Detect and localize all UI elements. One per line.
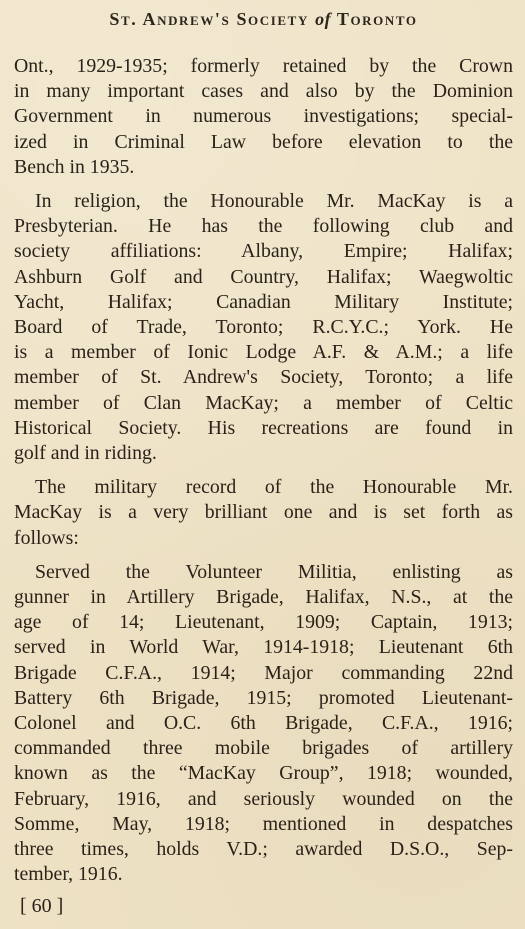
text-line: member of Clan MacKay; a member of Celtic (14, 391, 513, 414)
text-line: is a member of Ionic Lodge A.F. & A.M.; a life (14, 341, 513, 364)
text-line: Ont., 1929-1935; formerly retained by the Crown (14, 55, 513, 77)
text-line: age of 14; Lieutenant, 1909; Captain, 1913; (14, 611, 513, 634)
paragraph-career (14, 54, 513, 180)
text-line: The military record of the Honourable Mr. (35, 476, 513, 499)
text-line: Served the Volunteer Militia, enlisting as (35, 560, 513, 583)
text-line: gunner in Artillery Brigade, Halifax, N.S., at the (14, 586, 513, 609)
text-line: Ashburn Golf and Country, Halifax; Waegwoltic (14, 265, 513, 288)
text-line: Presbyterian. He has the following club and (14, 215, 513, 238)
text-line: Board of Trade, Toronto; R.C.Y.C.; York. He (14, 316, 513, 339)
text-line: known as the “MacKay Group”, 1918; wounded, (14, 762, 513, 785)
text-line: Bench in 1935. (14, 155, 135, 178)
header-city: Toronto (336, 9, 418, 29)
text-line: golf and in riding. (14, 442, 157, 465)
text-line: society affiliations: Albany, Empire; Halifax; (14, 240, 513, 263)
text-line: ized in Criminal Law before elevation to the (14, 130, 513, 153)
text-line: Battery 6th Brigade, 1915; promoted Lieutenant- (14, 686, 513, 709)
text-line: Historical Society. His recreations are found in (14, 416, 513, 439)
paragraph-military-record (14, 560, 513, 888)
text-line: Somme, May, 1918; mentioned in despatches (14, 812, 513, 835)
text-line: in many important cases and also by the Dominion (14, 80, 513, 103)
running-header (14, 6, 513, 34)
text-line: Yacht, Halifax; Canadian Military Institute; (14, 290, 513, 313)
text-line: follows: (14, 526, 79, 549)
text-line: MacKay is a very brilliant one and is set forth as (14, 501, 513, 524)
text-line: three times, holds V.D.; awarded D.S.O., Sep- (14, 838, 513, 861)
text-line: Brigade C.F.A., 1914; Major commanding 22nd (14, 661, 513, 684)
header-society-name: St. Andrew's Society (109, 9, 309, 29)
paragraph-religion (14, 189, 513, 466)
text-line: In religion, the Honourable Mr. MacKay is a (35, 190, 513, 213)
text-line: served in World War, 1914-1918; Lieutenant 6th (14, 636, 513, 659)
text-line: tember, 1916. (14, 863, 123, 886)
text-line: February, 1916, and seriously wounded on the (14, 787, 513, 810)
text-line: Government in numerous investigations; special- (14, 105, 513, 128)
paragraph-military-intro (14, 475, 513, 551)
text-line: Colonel and O.C. 6th Brigade, C.F.A., 1916; (14, 712, 513, 735)
body-text (14, 54, 513, 888)
text-line: member of St. Andrew's Society, Toronto; a life (14, 366, 513, 389)
header-connector: of (315, 9, 332, 29)
text-line: commanded three mobile brigades of artillery (14, 737, 513, 760)
page-number: [ 60 ] (20, 895, 64, 917)
